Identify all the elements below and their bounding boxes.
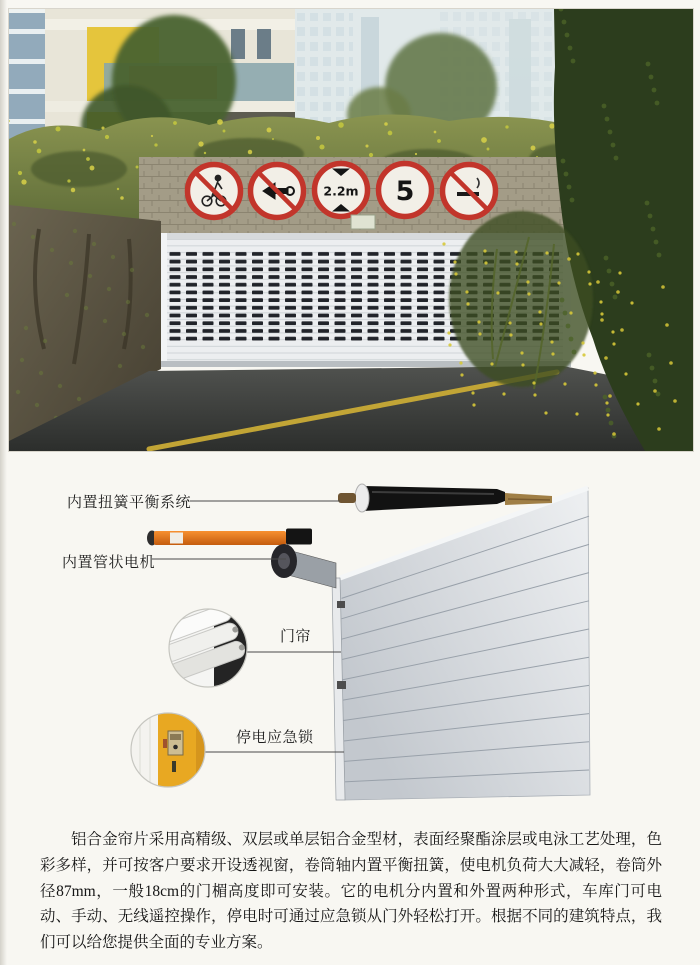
description-paragraph: 铝合金帘片采用高精级、双层或单层铝合金型材，表面经聚酯涂层或电泳工艺处理，色彩多样，并可按客户要求开设透视窗，卷筒轴内置平衡扭簧，使电机负荷大大减轻，卷筒外径87mm，一般18cm的门楣高度即可安装。它的电机分内置和外置两种形式，车库门可电动、手动、无线遥控操作，停电时可通过应急锁从门外轻松打开。根据不同的建筑特点，我们可以给您提供全面的专业方案。 <box>40 831 662 952</box>
roller-end-bracket <box>271 544 336 588</box>
height-limit-value: 2.2m <box>323 183 359 199</box>
callout-emergency-lock <box>131 711 208 791</box>
tubular-motor <box>147 529 312 546</box>
label-tubular-motor: 内置管状电机 <box>62 555 156 571</box>
hanging-vine <box>449 211 593 387</box>
garage-entrance-photo <box>8 8 694 452</box>
sign-no-horn-icon <box>251 165 304 218</box>
sign-no-pedestrians-bicycles-icon <box>188 165 241 218</box>
shutter-door-panel <box>332 488 590 800</box>
label-door-curtain: 门帘 <box>280 629 312 645</box>
label-torsion-spring-system: 内置扭簧平衡系统 <box>67 495 192 511</box>
small-plaque <box>351 215 375 229</box>
photo-canvas <box>9 9 693 451</box>
sign-height-limit-icon <box>315 164 368 217</box>
spring-washer <box>355 484 369 512</box>
motor-end-cap <box>286 529 312 545</box>
callout-curtain-section <box>154 602 256 695</box>
keyhole <box>173 745 178 750</box>
sign-speed-limit-icon <box>379 164 432 217</box>
label-emergency-lock: 停电应急锁 <box>236 730 314 746</box>
motor-label-sticker <box>170 533 183 544</box>
torsion-spring-roller <box>338 484 552 512</box>
spring-shaft-tip <box>338 493 356 503</box>
sign-no-smoking-icon <box>443 165 496 218</box>
speed-limit-value: 5 <box>395 176 415 207</box>
